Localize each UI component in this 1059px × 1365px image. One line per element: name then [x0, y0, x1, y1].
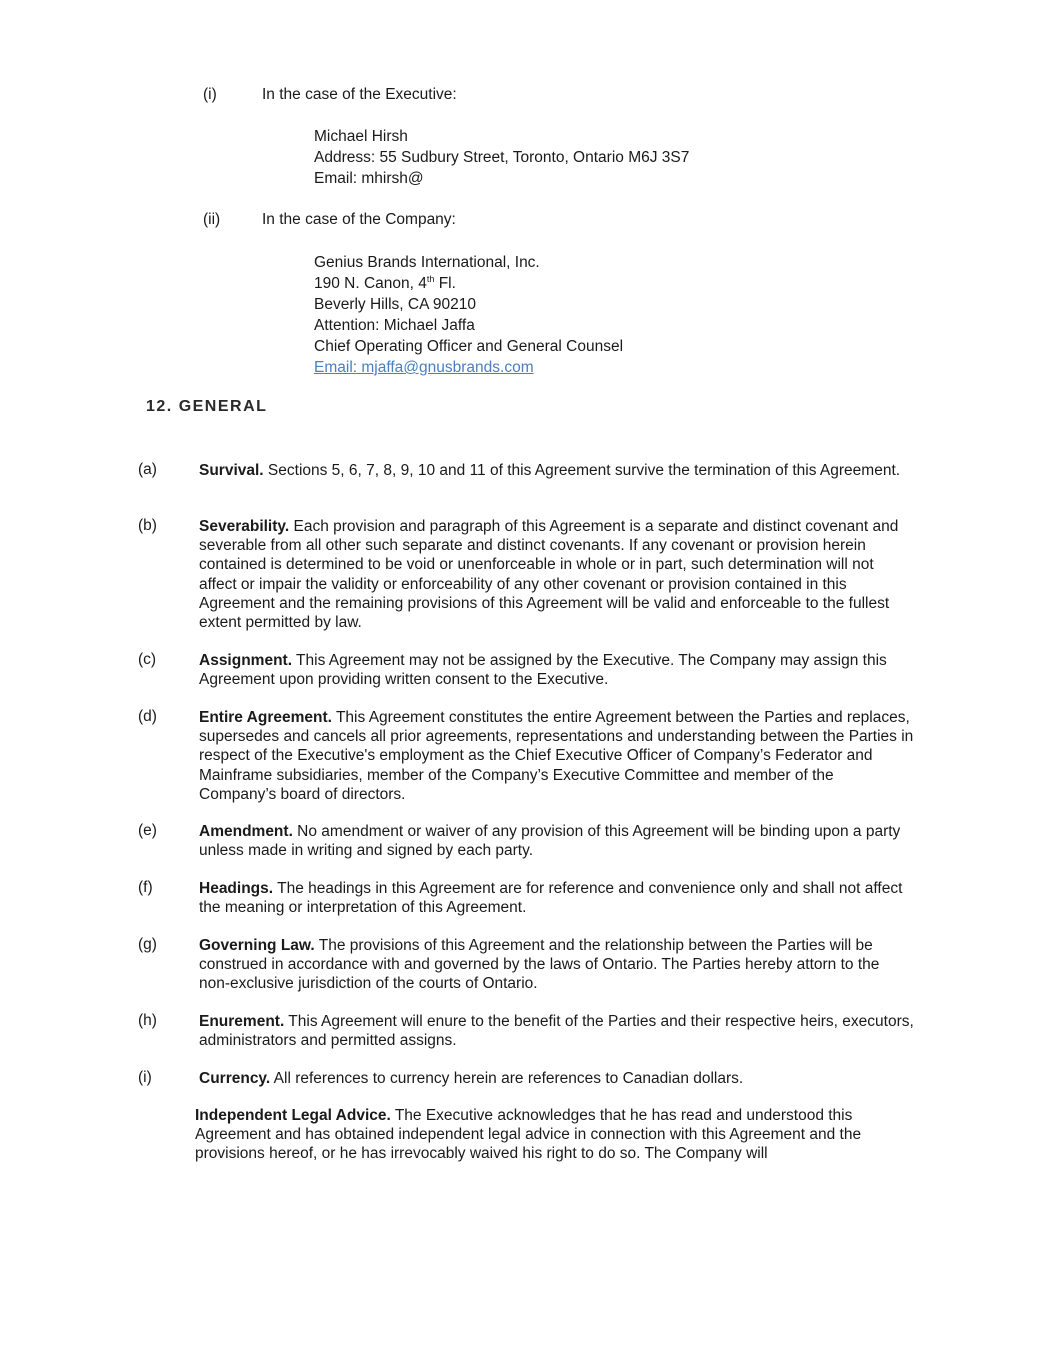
clause-label: (f) — [138, 879, 153, 896]
clause-text: The headings in this Agreement are for reference and convenience only and shall not affect the meaning or interpretation of this Agreement. — [199, 880, 903, 917]
company-city: Beverly Hills, CA 90210 — [314, 296, 476, 313]
clause-text: This Agreement may not be assigned by the Executive. The Company may assign this Agreement upon providing written consent to the Executive. — [199, 652, 887, 689]
section-heading: 12. GENERAL — [146, 398, 268, 415]
notice-text-company: In the case of the Company: — [262, 211, 456, 228]
clause-label: (h) — [138, 1012, 157, 1029]
clause-label: (d) — [138, 708, 157, 725]
executive-address-block — [314, 126, 689, 189]
clause-label: (e) — [138, 822, 157, 839]
clause-text: The provisions of this Agreement and the relationship between the Parties will be construed in accordance with and governed by the laws of Ontario. The Parties hereby attorn to the non-exclusive jurisdiction of the courts of Ontario. — [199, 937, 880, 993]
company-name: Genius Brands International, Inc. — [314, 254, 540, 271]
notice-text-executive: In the case of the Executive: — [262, 86, 457, 103]
executive-address: Address: 55 Sudbury Street, Toronto, Ontario M6J 3S7 — [314, 149, 690, 166]
clause-title: Governing Law. — [199, 937, 315, 954]
company-address-block — [314, 252, 623, 378]
clause-text: The Executive acknowledges that he has read and understood this Agreement and has obtained independent legal advice in connection with this Agreement and the provisions hereof, or he has irrevocably waived his right to do so. The Company will — [195, 1107, 862, 1163]
clause-title: Headings. — [199, 880, 274, 897]
executive-email: Email: mhirsh@ — [314, 170, 424, 187]
clause-text: All references to currency herein are references to Canadian dollars. — [270, 1070, 744, 1087]
clause-text: Sections 5, 6, 7, 8, 9, 10 and 11 of this Agreement survive the termination of this Agreement. — [263, 462, 901, 479]
clause-text: No amendment or waiver of any provision of this Agreement will be binding upon a party unless made in writing and signed by each party. — [199, 823, 901, 860]
company-street: 190 N. Canon, 4th Fl. — [314, 273, 456, 292]
clause-title: Entire Agreement. — [199, 709, 332, 726]
executive-name: Michael Hirsh — [314, 128, 408, 145]
clause-label: (c) — [138, 651, 157, 668]
clause-label: (b) — [138, 517, 157, 534]
clause-label: (i) — [138, 1069, 152, 1086]
clause-text: This Agreement will enure to the benefit of the Parties and their respective heirs, executors, administrators and permitted assigns. — [199, 1013, 914, 1050]
clause-text: This Agreement constitutes the entire Agreement between the Parties and replaces, supersedes and cancels all prior agreements, representations and understanding between the Parties in respect of the Executive's employment as the Chief Executive Officer of Company’s Federator and Mainframe subsidiaries, member of the Company’s Executive Committee and member of the Company’s board of directors. — [199, 709, 914, 803]
clause-label: (g) — [138, 936, 157, 953]
clause-text: Each provision and paragraph of this Agreement is a separate and distinct covenant and severable from all other such separate and distinct covenants. If any covenant or provision herein contained is determined to be void or unenforceable in whole or in part, such determination will not affect or impair the validity or enforceability of any other covenant or provision contained in this Agreement and the remaining provisions of this Agreement will be valid and enforceable to the fullest extent permitted by law. — [199, 518, 899, 632]
clause-title: Assignment. — [199, 652, 293, 669]
notice-label-executive: (i) — [203, 86, 217, 103]
clause-title: Currency. — [199, 1070, 271, 1087]
clause-title: Amendment. — [199, 823, 293, 840]
clause-label: (a) — [138, 461, 157, 478]
clause-title: Independent Legal Advice. — [195, 1107, 391, 1124]
clause-title: Severability. — [199, 518, 290, 535]
clause-title: Survival. — [199, 462, 264, 479]
company-attention-title: Chief Operating Officer and General Counsel — [314, 338, 624, 355]
clause-title: Enurement. — [199, 1013, 285, 1030]
company-attention: Attention: Michael Jaffa — [314, 317, 475, 334]
notice-label-company: (ii) — [203, 211, 221, 228]
company-email-link[interactable]: Email: mjaffa@gnusbrands.com — [314, 359, 534, 376]
